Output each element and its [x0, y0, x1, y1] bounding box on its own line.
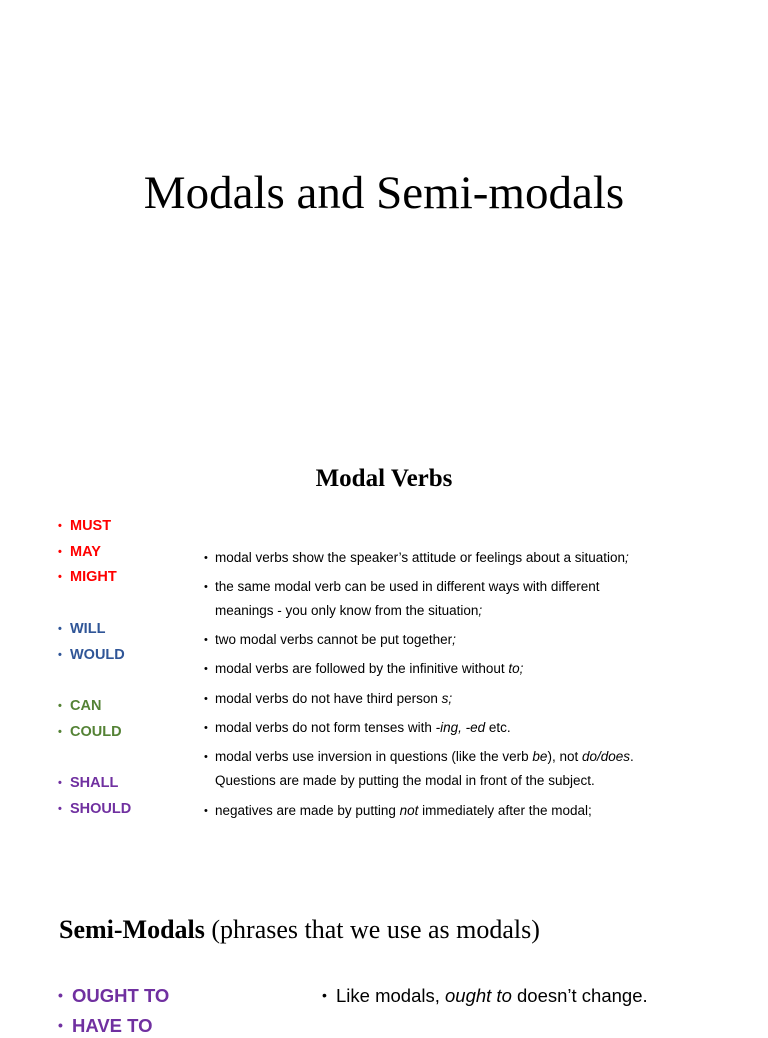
modal-rule-text: [204, 657, 724, 681]
modal-rule-text: [204, 687, 724, 711]
modal-rule-item: [204, 575, 724, 623]
semi-note-part: Like modals,: [336, 985, 445, 1006]
bullet-icon: •: [58, 777, 62, 789]
rule-text-part: two modal verbs cannot be put together: [215, 632, 453, 647]
rule-text-part: modal verbs do not have third person: [215, 691, 442, 706]
bullet-icon: •: [322, 987, 327, 1003]
slide-title-semi-modals: [59, 912, 540, 948]
modal-verb-item: [58, 774, 118, 792]
bullet-icon: •: [58, 520, 62, 532]
bullet-icon: •: [58, 700, 62, 712]
modal-verb-label: SHALL: [70, 775, 119, 791]
rule-text-part: s;: [441, 691, 453, 706]
bullet-icon: •: [204, 552, 208, 564]
rule-text-part: negatives are made by putting: [215, 803, 400, 818]
modal-verb-item: [58, 697, 101, 715]
modal-verb-item: [58, 543, 101, 561]
modal-rule-item: [204, 546, 724, 570]
rule-text-part: be: [532, 749, 548, 764]
modal-verb-item: [58, 646, 125, 664]
rule-text-part: ;: [452, 632, 456, 647]
rule-text-part: the same modal verb can be used in different ways with different: [215, 579, 600, 594]
slide-title-main: Modals and Semi-modals: [143, 167, 625, 219]
semi-modal-label: OUGHT TO: [72, 985, 170, 1006]
modal-rule-item: [204, 716, 724, 740]
semi-modal-item: [58, 1013, 153, 1038]
bullet-icon: •: [58, 623, 62, 635]
modal-verb-label: MIGHT: [70, 569, 117, 585]
modal-rule-text: [204, 745, 724, 793]
bullet-icon: •: [58, 571, 62, 583]
bullet-icon: •: [204, 751, 208, 763]
modal-verb-label: WOULD: [70, 647, 125, 663]
modal-verb-label: COULD: [70, 724, 122, 740]
modal-rule-item: [204, 799, 724, 823]
modal-rule-item: [204, 687, 724, 711]
modal-rule-text: [204, 716, 724, 740]
rule-text-part: ), not: [547, 749, 582, 764]
semi-note-part: ought to: [445, 985, 512, 1006]
bullet-icon: •: [58, 649, 62, 661]
rule-text-part: do/does: [581, 749, 631, 764]
rule-text-part: ;: [625, 550, 629, 565]
rule-text-part: modal verbs use inversion in questions (like the verb: [215, 749, 533, 764]
modal-verb-label: MAY: [70, 544, 101, 560]
bullet-icon: •: [204, 634, 208, 646]
modal-verb-item: [58, 568, 117, 586]
modal-verb-item: [58, 723, 122, 741]
rule-text-part: -ing, -ed: [435, 720, 486, 735]
rule-text-part: not: [399, 803, 419, 818]
modal-verb-item: [58, 620, 105, 638]
rule-text-part: etc.: [485, 720, 511, 735]
bullet-icon: •: [204, 663, 208, 675]
modal-verb-label: CAN: [70, 698, 102, 714]
rule-text-part: immediately after the modal;: [418, 803, 592, 818]
modal-rule-item: [204, 745, 724, 793]
modal-verb-item: [58, 517, 111, 535]
modal-rule-text: [204, 628, 724, 652]
bullet-icon: •: [58, 546, 62, 558]
bullet-icon: •: [58, 1017, 63, 1033]
modal-rule-text: [204, 575, 724, 623]
rule-text-part: modal verbs do not form tenses with: [215, 720, 436, 735]
rule-text-part: modal verbs show the speaker’s attitude or feelings about a situation: [215, 550, 625, 565]
bullet-icon: •: [204, 693, 208, 705]
bullet-icon: •: [204, 805, 208, 817]
rule-text-part: to;: [508, 661, 524, 676]
rule-text-part: meanings - you only know from the situation: [215, 603, 479, 618]
semi-modals-heading: Semi-Modals: [59, 915, 205, 944]
semi-modal-label: HAVE TO: [72, 1015, 153, 1036]
semi-note-part: doesn’t change.: [511, 985, 648, 1006]
slide-title-modal-verbs: Modal Verbs: [315, 465, 453, 492]
bullet-icon: •: [58, 987, 63, 1003]
semi-modals-subheading: (phrases that we use as modals): [204, 915, 540, 944]
modal-verb-label: MUST: [70, 518, 112, 534]
modal-rule-text: [204, 799, 724, 823]
modal-rule-item: [204, 628, 724, 652]
modal-rule-item: [204, 657, 724, 681]
bullet-icon: •: [58, 726, 62, 738]
rule-text-part: modal verbs are followed by the infinitive without: [215, 661, 509, 676]
semi-modal-item: [58, 983, 169, 1008]
bullet-icon: •: [58, 803, 62, 815]
rule-text-part: Questions are made by putting the modal in front of the subject.: [215, 773, 595, 788]
bullet-icon: •: [204, 722, 208, 734]
semi-modal-note: [322, 983, 648, 1008]
modal-verb-label: SHOULD: [70, 801, 132, 817]
bullet-icon: •: [204, 581, 208, 593]
rule-text-part: ;: [478, 603, 483, 618]
rule-text-part: .: [630, 749, 634, 764]
modal-verb-item: [58, 800, 131, 818]
modal-verb-label: WILL: [70, 621, 106, 637]
modal-rule-text: [204, 546, 724, 570]
